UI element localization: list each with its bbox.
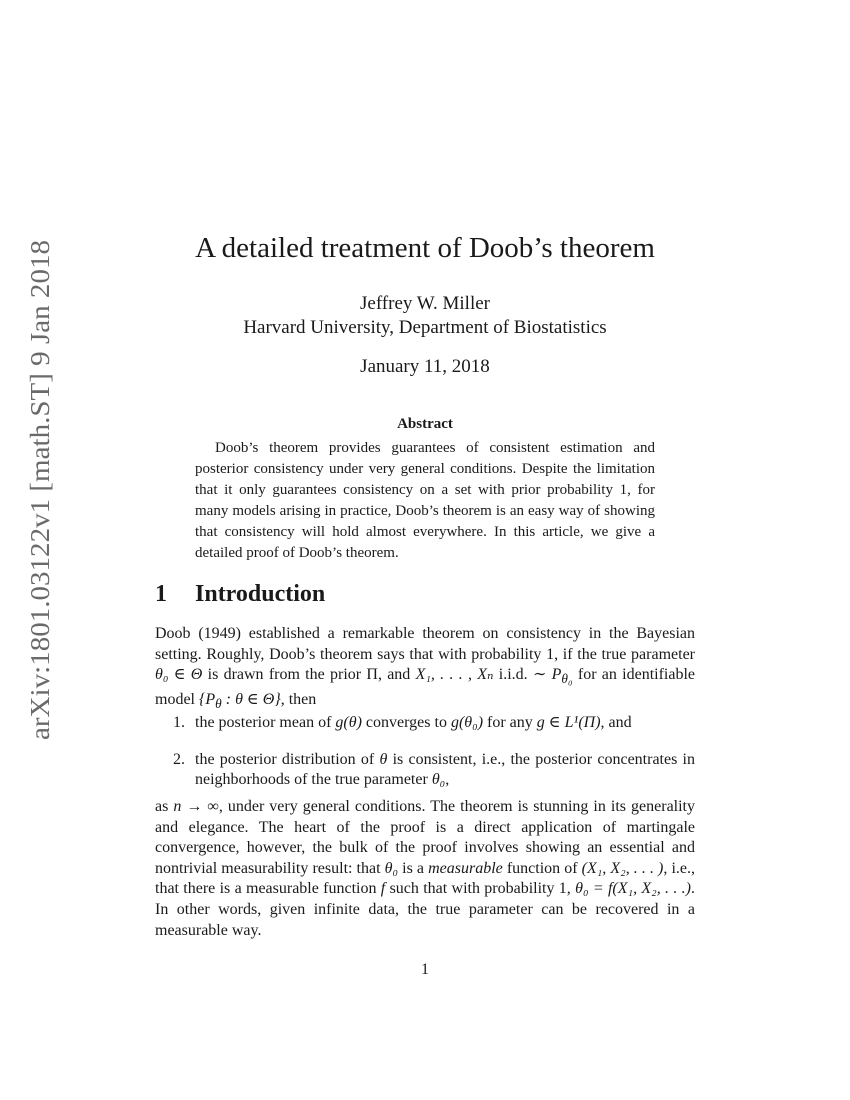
text-run: . In other words, given infinite data, the true parameter can be recovered in a measurable way. bbox=[155, 880, 695, 939]
math-run: θ₀ ∈ Θ bbox=[155, 666, 203, 684]
math-subscript: θ bbox=[215, 696, 222, 712]
text-run: is consistent, i.e., the posterior concentrates in neighborhoods of the true parameter bbox=[195, 750, 695, 789]
text-run: the posterior distribution of bbox=[195, 750, 380, 768]
math-run: θ₀ = f(X₁, X₂, . . .) bbox=[575, 880, 691, 898]
text-run: , and bbox=[377, 666, 416, 684]
text-run: for an identifiable model bbox=[155, 666, 696, 708]
list-item bbox=[155, 750, 695, 791]
section-title: Introduction bbox=[195, 581, 326, 607]
math-run: : θ ∈ Θ} bbox=[221, 690, 281, 708]
text-run: Doob (1949) established a remarkable theorem on consistency in the Bayesian setting. Roughly, Doob’s theorem says that with probability 1, if the true parameter bbox=[155, 625, 695, 663]
text-run: , then bbox=[280, 690, 317, 708]
section-number: 1 bbox=[155, 581, 167, 607]
list-marker: 2. bbox=[173, 750, 185, 768]
math-run: n → ∞ bbox=[173, 798, 219, 815]
text-run: the posterior mean of bbox=[195, 714, 336, 731]
math-run: g(θ₀) bbox=[450, 714, 484, 731]
text-run: as bbox=[155, 798, 174, 815]
text-run: , under very general conditions. The theorem is stunning in its generality and elegance. The heart of the proof is a direct application of martingale convergence, however, the bulk of the proof involves showing an essential and nontrivial measurability result: that bbox=[155, 798, 695, 877]
list-item bbox=[155, 713, 695, 734]
text-run: , bbox=[445, 771, 450, 789]
math-run: {P bbox=[199, 690, 216, 708]
text-run: function of bbox=[502, 859, 582, 877]
section-heading bbox=[155, 578, 695, 610]
math-run: θ₀ bbox=[431, 771, 446, 789]
text-run: for any bbox=[483, 714, 537, 731]
arxiv-watermark-text: arXiv:1801.03122v1 [math.ST] 9 Jan 2018 bbox=[25, 275, 55, 740]
text-run: converges to bbox=[361, 714, 451, 731]
text-run: such that with probability 1, bbox=[385, 880, 576, 898]
text-run: is drawn from the prior bbox=[202, 666, 367, 684]
page-number: 1 bbox=[421, 961, 429, 978]
text-run: , and bbox=[600, 714, 632, 731]
paper-title: A detailed treatment of Doob’s theorem bbox=[195, 232, 655, 264]
math-run: ∼ P bbox=[532, 666, 562, 684]
math-run: θ₀ bbox=[384, 859, 399, 877]
math-run: X₁, . . . , Xₙ bbox=[415, 666, 494, 684]
intro-paragraph-1 bbox=[155, 624, 695, 715]
list-marker: 1. bbox=[173, 714, 185, 731]
math-run: θ bbox=[379, 750, 388, 768]
text-run: is a bbox=[398, 859, 429, 877]
text-run: i.i.d. bbox=[493, 666, 533, 684]
math-run: g ∈ L¹(Π) bbox=[536, 714, 601, 731]
abstract-heading: Abstract bbox=[397, 416, 453, 432]
math-subscript: θ₀ bbox=[561, 671, 573, 687]
math-run: f bbox=[380, 880, 386, 898]
paper-date: January 11, 2018 bbox=[360, 356, 490, 377]
emphasis-run: measurable bbox=[428, 859, 503, 877]
math-run: Π bbox=[366, 666, 378, 684]
author-name: Jeffrey W. Miller bbox=[360, 293, 490, 314]
abstract-body: Doob’s theorem provides guarantees of consistent estimation and posterior consistency under very general conditions. Despite the limitation that it only guarantees consistency on a set with prior probability 1, for many models arising in practice, Doob’s theorem is an easy way of showing that consistency will hold almost everywhere. In this article, we give a detailed proof of Doob’s theorem. bbox=[195, 440, 655, 561]
intro-paragraph-2 bbox=[155, 797, 695, 941]
author-affiliation: Harvard University, Department of Biostatistics bbox=[243, 317, 607, 338]
text-run: , i.e., that there is a measurable function bbox=[155, 859, 696, 898]
math-run: g(θ) bbox=[335, 714, 362, 731]
math-run: (X₁, X₂, . . . ) bbox=[581, 859, 664, 877]
result-list bbox=[155, 713, 695, 791]
